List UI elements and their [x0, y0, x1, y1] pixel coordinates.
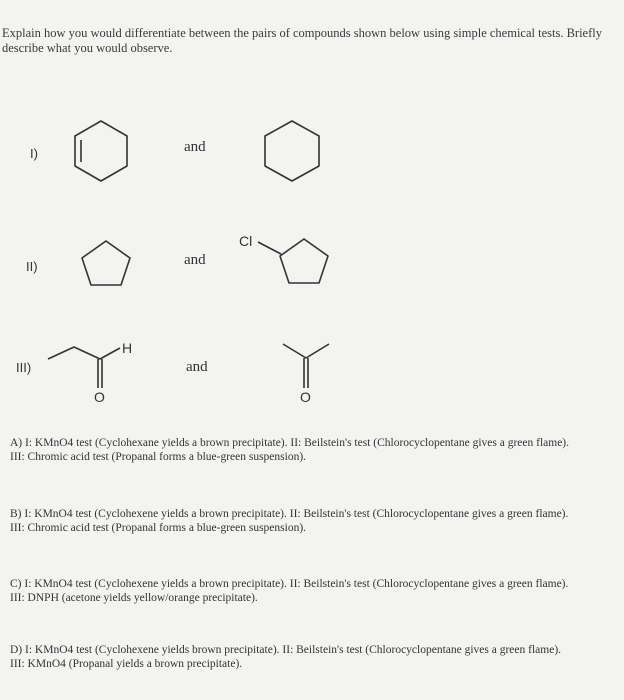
oxygen-atom-label-2: O — [300, 389, 311, 405]
acetone-structure — [278, 334, 338, 406]
row-label-1: I) — [30, 146, 38, 161]
oxygen-atom-label-1: O — [94, 389, 105, 405]
cyclopentane-structure — [78, 238, 134, 288]
option-a-line-2: III: Chromic acid test (Propanal forms a blue-green suspension). — [10, 451, 307, 463]
option-b-line-2: III: Chromic acid test (Propanal forms a blue-green suspension). — [10, 522, 307, 534]
row-label-3: III) — [16, 360, 32, 375]
hydrogen-atom-label: H — [122, 340, 133, 356]
and-label-3: and — [186, 359, 208, 375]
propanal-structure — [44, 334, 144, 406]
option-a-line-1: A) I: KMnO4 test (Cyclohexane yields a brown precipitate). II: Beilstein's test (Chlorocyclopentane gives a green flame). — [10, 437, 570, 449]
option-b-line-1: B) I: KMnO4 test (Cyclohexene yields a brown precipitate). II: Beilstein's test (Chlorocyclopentane gives a green flame). — [10, 508, 569, 520]
and-label-1: and — [184, 139, 206, 155]
option-c[interactable] — [10, 577, 622, 605]
cyclohexene-structure — [72, 118, 132, 184]
cyclohexane-structure — [262, 118, 324, 184]
option-d-line-2: III: KMnO4 (Propanal yields a brown precipitate). — [10, 658, 243, 670]
chlorocyclopentane-structure — [236, 228, 336, 294]
option-a[interactable] — [10, 436, 622, 464]
and-label-2: and — [184, 252, 206, 268]
option-c-line-2: III: DNPH (acetone yields yellow/orange precipitate). — [10, 592, 258, 604]
row-label-2: II) — [26, 259, 38, 274]
question-text: Explain how you would differentiate between the pairs of compounds shown below using simple chemical tests. Briefly describe what you would observe. — [2, 26, 602, 55]
chlorine-atom-label: Cl — [239, 233, 253, 249]
option-c-line-1: C) I: KMnO4 test (Cyclohexene yields a brown precipitate). II: Beilstein's test (Chlorocyclopentane gives a green flame). — [10, 578, 569, 590]
option-d[interactable] — [10, 643, 622, 671]
option-b[interactable] — [10, 507, 622, 535]
option-d-line-1: D) I: KMnO4 test (Cyclohexene yields brown precipitate). II: Beilstein's test (Chlorocyclopentane gives a green flame). — [10, 644, 562, 656]
